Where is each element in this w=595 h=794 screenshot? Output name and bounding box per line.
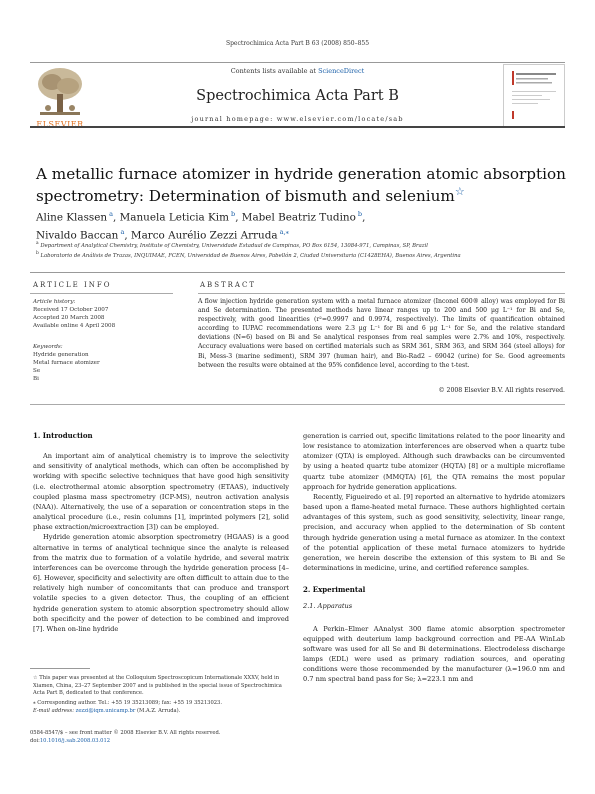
footnote-corresponding: ⁎ Corresponding author. Tel.: +55 19 35213089; fax: +55 19 35213023. (33, 700, 223, 706)
footnote-conference: ☆ This paper was presented at the Colloquium Spectroscopicum Internationale XXXV, held in Xiamen, China, 23–27 September 2007 and is published in the special issue of Spectrochimica Acta Part B, dedicated to that conference. (33, 675, 282, 696)
affiliation-a (36, 241, 576, 249)
article-title (36, 165, 576, 205)
issn-line: 0584-8547/$ – see front matter © 2008 Elsevier B.V. All rights reserved. (30, 730, 221, 736)
section-heading-introduction: 1. Introduction (33, 431, 93, 440)
author-separator: , (362, 211, 366, 224)
article-info-rule (30, 293, 173, 294)
affiliation-text: Laboratorio de Análisis de Trazas, INQUIMAE, FCEN, Universidad de Buenos Aires, Pabellón 2, Ciudad Universitaria (C1428EHA), Buenos Aires, Argentina (38, 252, 461, 259)
contents-prefix: Contents lists available at (230, 67, 319, 75)
right-column (303, 431, 565, 684)
journal-title: Spectrochimica Acta Part B (196, 88, 399, 104)
keyword[interactable]: Metal furnace atomizer (33, 360, 100, 366)
intro-paragraph-2: Hydride generation atomic absorption spectrometry (HGAAS) is a good alternative in terms of analytical technique since the analyte is released from the matrix due to formation of a volatile hydride, and several matrix interferences can be overcome through the hydride generation process [4–6]. However, specificity and selectivity are often difficult to attain due to the relatively high number of concomitants that can produce and transport volatile species to a given detector. Thus, the coupling of an efficient hydride generation system to atomic absorption spectrometry should allow both specificity and the power of detection to be combined and improved [7]. When on-line hydride (33, 533, 289, 633)
affiliation-text: Department of Analytical Chemistry, Institute of Chemistry, Universidade Estadual de Campinas, PO Box 6154, 13084-971, Campinas, SP, Brazil (38, 242, 428, 249)
journal-cover-thumbnail (503, 64, 565, 128)
sciencedirect-link[interactable]: ScienceDirect (318, 67, 365, 75)
abstract-rule (198, 293, 565, 294)
running-header: Spectrochimica Acta Part B 63 (2008) 850–855 (225, 40, 370, 47)
author-affil-mark[interactable]: a,⁎ (277, 228, 289, 237)
affiliation-mark: a (36, 241, 39, 246)
section-rule (30, 272, 565, 273)
affiliation-mark: b (36, 251, 39, 256)
footnote-rule (30, 668, 90, 669)
email-label: E-mail address: (33, 708, 76, 714)
history-accepted: Accepted 20 March 2008 (33, 315, 105, 321)
author-name[interactable]: , Mabel Beatriz Tudino (235, 211, 356, 224)
author-affil-mark[interactable]: a (107, 210, 114, 218)
email-link[interactable]: zezzi@iqm.unicamp.br (75, 708, 136, 714)
author-affil-mark[interactable]: b (228, 210, 236, 218)
abstract-heading: ABSTRACT (200, 281, 257, 289)
elsevier-wordmark: ELSEVIER (36, 120, 84, 129)
author-name[interactable]: , Manuela Leticia Kim (113, 211, 229, 224)
article-history (33, 298, 173, 330)
intro-paragraph-1: An important aim of analytical chemistry is to improve the selectivity and sensitivity of analytical methods, which can often be accomplished by working with specific selective techniques that have good high sensitivity (i.e. electrothermal atomic absorption spectrometry (ETAAS), inductively coupled plasma mass spectrometry (ICP-MS), neutron activation analysis (NAA)). Alternatively, the use of a separation or concentration steps in the analytical procedure (i.e., resin columns [1], imprinted polymers [2], solid phase extraction/microextraction [3]) can be employed. (33, 452, 289, 532)
right-paragraph-2: Recently, Figueiredo et al. [9] reported an alternative to hydride atomizers based upon a flame-heated metal furnace. These authors highlighted certain advantages of this system, such as good sensitivity, selectivity, linear range, precision, and accuracy when applied to the determination of Sb content through hydride generation using a metal furnace as atomizer. In the context of the potential application of these metal furnace atomizers to hydride generation, we herein describe the extension of this system to Bi and Se determinations in medicine, urine, and certified reference samples. (303, 492, 565, 573)
left-column (33, 431, 289, 634)
keyword[interactable]: Hydride generation (33, 352, 89, 358)
keyword[interactable]: Se (33, 368, 41, 374)
right-paragraph-3: A Perkin–Elmer AAnalyst 300 flame atomic absorption spectrometer equipped with deuterium lamp background correction and PE-AA WinLab software was used for all Se and Bi determinations. Electrodeless discharge lamps (EDL) were used as primary radiation sources, and operating conditions were those recommended by the manufacturer (λ=196.0 nm and 0.7 nm spectral band pass for Se; λ=223.1 nm and (303, 624, 565, 684)
keywords-block (33, 343, 173, 383)
history-online: Available online 4 April 2008 (33, 323, 116, 329)
right-paragraph-1: generation is carried out, specific limitations related to the poor linearity and low resistance to atomization interferences are observed when a quartz tube atomizer (QTA) is employed. Although such drawbacks can be circumvented by using a heated quartz tube atomizer (HQTA) [8] or a multiple microflame quartz tube atomizer (MMQTA) [6], the QTA remains the most popular approach for hydride generation applications. (303, 432, 565, 491)
journal-homepage[interactable]: journal homepage: www.elsevier.com/locate/sab (191, 115, 404, 123)
author-list (36, 207, 576, 244)
article-info-heading: ARTICLE INFO (33, 281, 112, 289)
article-title-text: A metallic furnace atomizer in hydride generation atomic absorption spectrometry: Determination of bismuth and selenium (36, 165, 566, 206)
doi-line (30, 738, 295, 746)
body-top-rule (30, 404, 565, 405)
abstract-text: A flow injection hydride generation system with a metal furnace atomizer (Inconel 600® alloy) was employed for Bi and Se determination. The presented methods have linear ranges up to 200 and 500 µg L⁻¹ for Bi and Se, respectively, with good linearities (r²=0.9997 and 0.9974, respectively). The limits of quantification obtained according to IUPAC recommendations were 2.3 µg L⁻¹ for Bi and 6 µg L⁻¹ for Se, and the relative standard deviations (N=6) based on Bi and Se analytical responses from real samples were 2.7% and 10%, respectively. Accuracy evaluations were based on certified materials such as SRM 361, SRM 363, and SRM 364 (steel alloys) for Bi, Mess-3 (marine sediment), SRM 397 (human hair), and Bio-Rad2 – 69042 (urine) for Se. Good agreements between the results were obtained at the 95% confidence level, according to the t-test. (198, 298, 565, 369)
email-suffix: (M.A.Z. Arruda). (135, 708, 181, 714)
doi-prefix: doi: (30, 738, 40, 744)
subsection-heading-apparatus: 2.1. Apparatus (303, 602, 353, 611)
affiliation-b (36, 251, 576, 259)
header-bottom-rule (30, 126, 565, 128)
doi-link[interactable]: 10.1016/j.sab.2008.03.012 (39, 738, 111, 744)
title-footnote-mark[interactable]: ☆ (454, 185, 465, 198)
author-name[interactable]: Aline Klassen (36, 211, 108, 224)
abstract-copyright: © 2008 Elsevier B.V. All rights reserved. (438, 387, 565, 394)
author-name[interactable]: Nivaldo Baccan (36, 229, 119, 242)
section-heading-experimental: 2. Experimental (303, 585, 366, 595)
author-name[interactable]: , Marco Aurélio Zezzi Arruda (124, 229, 278, 242)
author-affil-mark[interactable]: a (118, 228, 125, 237)
keyword[interactable]: Bi (33, 376, 39, 382)
keywords-label: Keywords: (33, 344, 63, 350)
author-affil-mark[interactable]: b (355, 210, 363, 218)
footnote-email (33, 708, 293, 716)
history-received: Received 17 October 2007 (33, 307, 109, 313)
history-label: Article history: (33, 299, 76, 305)
header-top-rule (30, 62, 565, 63)
author-line-1 (36, 207, 576, 225)
